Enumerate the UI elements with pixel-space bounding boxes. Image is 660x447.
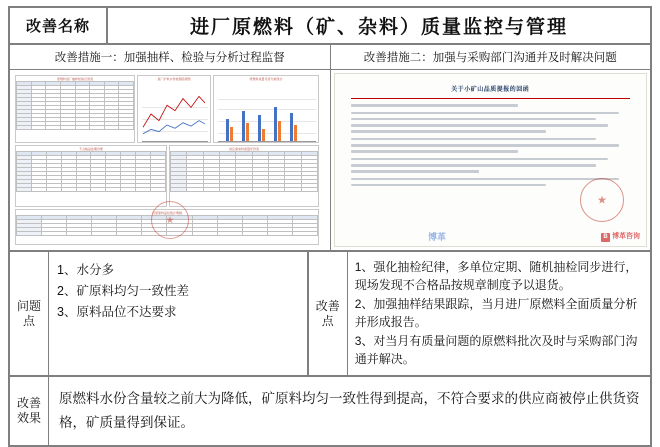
evidence-shot-3 [137,75,211,143]
mini-table [170,151,318,192]
improvement-name-label: 改善名称 [10,8,108,43]
improvement-list [348,252,650,375]
official-seal [580,178,624,222]
sheet-frame [8,6,652,447]
collage [13,73,327,247]
evidence-shot-5-caption: 供应商来料质量评价表 [228,147,259,151]
effect-label: 改善效果 [10,377,49,445]
evidence-shot-4 [15,145,167,207]
improvement-label: 改善点 [309,252,348,375]
evidence-screenshot-collage [10,70,331,250]
measures-header-row [10,45,650,70]
evidence-shot-3-caption: 进厂矿料水份检测趋势图 [157,77,191,81]
evidence-shot-2 [213,75,319,143]
problem-improvement-band [10,252,650,377]
title-row [10,8,650,45]
evidence-official-letter [331,70,651,250]
evidence-band [10,70,650,252]
letter-paragraph [351,112,631,133]
watermark-red [601,231,640,242]
letter-document [334,73,648,247]
page-title: 进厂原燃料（矿、杂料）质量监控与管理 [189,17,568,38]
line-series [138,81,210,143]
problem-item: 1、水分多 [57,263,114,277]
letter-rule [351,98,631,99]
improvement-item: 3、对当月有质量问题的原燃料批次及时与采购部门沟通并解决。 [354,334,638,366]
measure-one-label: 改善措施一：加强抽样、检验与分析过程监督 [10,45,331,69]
evidence-shot-1-caption: 原燃料进厂抽样检验记录表 [56,77,93,81]
evidence-shot-6-caption: 月度原料品位统计明细 [151,211,182,215]
evidence-shot-4-caption: 不合格品处理台账 [78,147,103,151]
effect-text: 原燃料水份含量较之前大为降低，矿原料均匀一致性得到提高，不符合要求的供应商被停止供货资格，矿质量得到保证。 [59,391,640,430]
problem-item: 2、矿原料均匀一致性差 [57,284,189,298]
brand-badge-icon: B [601,233,610,242]
evidence-shot-2-caption: 原燃料质量月度分析统计 [249,77,283,81]
letter-title: 关于小矿山品质提报的回函 [451,87,530,93]
watermark-blue: 博革 [427,232,446,242]
watermark-red-text: 博革咨询 [612,233,640,240]
company-seal-left [151,201,189,239]
problem-section [10,252,309,375]
improvement-item: 1、强化抽检纪律，多单位定期、随机抽检同步进行，现场发现不合格品按规章制度予以退货。 [354,260,638,292]
mini-table [16,81,134,130]
effect-band [10,377,650,445]
line-chart-thumb [138,81,210,143]
problem-list [49,252,307,375]
measure-two-label: 改善措施二：加强与采购部门沟通并及时解决问题 [363,52,617,64]
letter-paragraph [351,104,631,107]
bar-chart-thumb [214,81,318,143]
evidence-shot-5 [169,145,319,207]
letter-paragraph [351,158,631,173]
evidence-shot-1 [15,75,135,143]
problem-label: 问题点 [10,252,49,375]
improvement-item: 2、加强抽样结果跟踪，当月进厂原燃料全面质量分析并形成报告。 [354,297,638,329]
problem-item: 3、原料品位不达要求 [57,305,177,319]
improvement-section [309,252,650,375]
letter-paragraph [351,138,631,153]
mini-table [16,151,166,192]
